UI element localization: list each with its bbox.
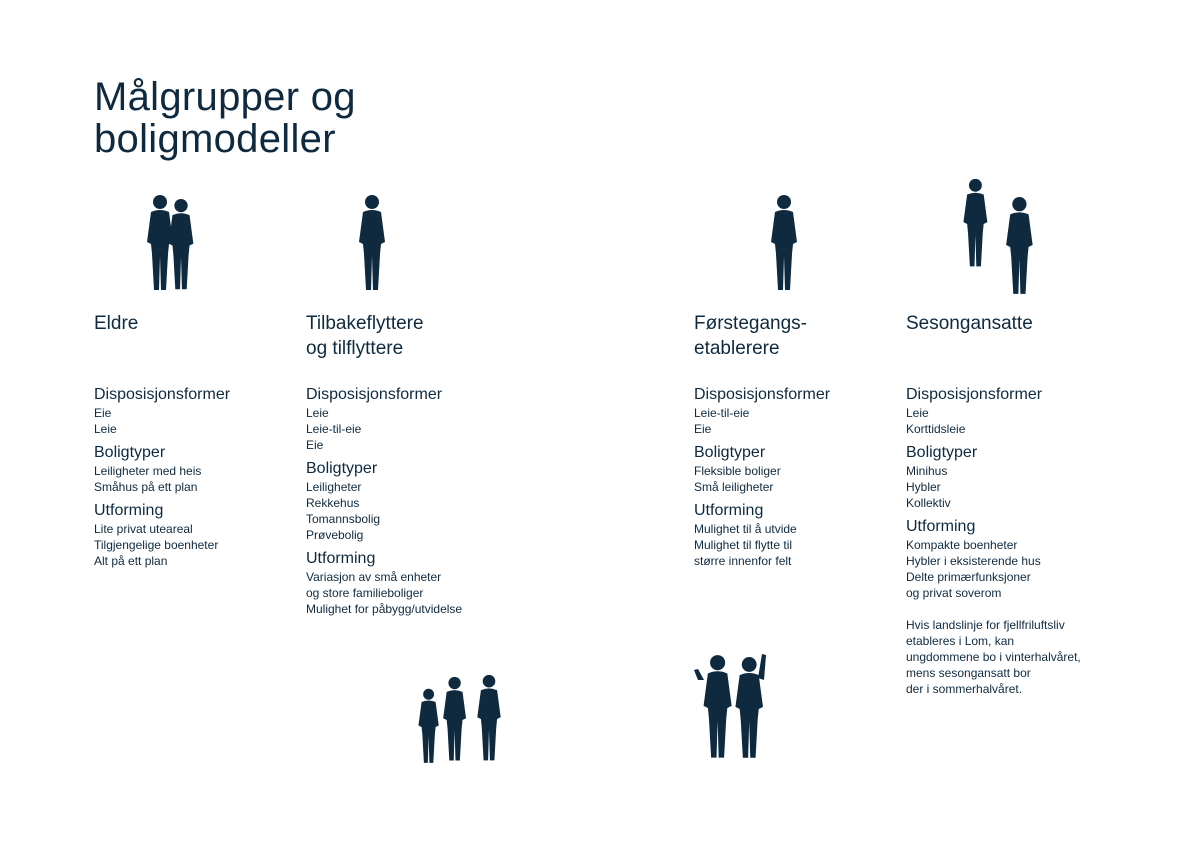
group-title-line: Sesongansatte bbox=[906, 313, 1033, 334]
list-item: Tomannsbolig bbox=[306, 512, 381, 526]
section-disposisjonsformer bbox=[906, 385, 1106, 437]
list-item: Eie bbox=[694, 422, 712, 436]
group-title-line: Tilbakeflyttere bbox=[306, 313, 424, 334]
section-heading: Disposisjonsformer bbox=[906, 386, 1043, 403]
note-text bbox=[906, 617, 1106, 697]
group-title-line: og tilflyttere bbox=[306, 338, 404, 359]
section-heading: Utforming bbox=[694, 502, 764, 519]
list-item: Lite privat uteareal bbox=[94, 522, 193, 536]
list-item: Kollektiv bbox=[906, 496, 951, 510]
young-man-silhouette-icon bbox=[762, 192, 806, 294]
list-item: Mulighet til flytte til bbox=[694, 538, 793, 552]
list-item: Delte primærfunksjoner bbox=[906, 570, 1031, 584]
list-item: Rekkehus bbox=[306, 496, 360, 510]
waving-couple-icon bbox=[692, 650, 774, 764]
list-item: Minihus bbox=[906, 464, 948, 478]
group-title-line: Førstegangs- bbox=[694, 313, 807, 334]
section-boligtyper bbox=[306, 459, 506, 543]
page-title bbox=[94, 76, 356, 160]
group-sesongansatte bbox=[906, 311, 1106, 697]
section-heading: Utforming bbox=[94, 502, 164, 519]
section-boligtyper bbox=[694, 443, 894, 495]
group-title bbox=[694, 311, 894, 361]
list-item: Eie bbox=[94, 406, 112, 420]
list-item: Leie bbox=[306, 406, 329, 420]
list-item: og store familieboliger bbox=[306, 586, 424, 600]
list-item: Mulighet til å utvide bbox=[694, 522, 797, 536]
list-item: Småhus på ett plan bbox=[94, 480, 198, 494]
seasonal-workers-icon bbox=[955, 176, 1045, 298]
list-item: Små leiligheter bbox=[694, 480, 774, 494]
family-silhouette-icon bbox=[413, 672, 513, 764]
section-disposisjonsformer bbox=[94, 385, 294, 437]
list-item: Hybler i eksisterende hus bbox=[906, 554, 1041, 568]
list-item: Kompakte boenheter bbox=[906, 538, 1018, 552]
elderly-couple-icon bbox=[140, 192, 204, 296]
list-item: Fleksible boliger bbox=[694, 464, 781, 478]
woman-silhouette-icon bbox=[350, 192, 394, 294]
group-eldre bbox=[94, 311, 294, 575]
page-title-line-2: boligmodeller bbox=[94, 117, 336, 161]
section-heading: Boligtyper bbox=[906, 444, 978, 461]
group-tilbakeflyttere bbox=[306, 311, 506, 623]
list-item: Korttidsleie bbox=[906, 422, 966, 436]
list-item: Prøvebolig bbox=[306, 528, 364, 542]
section-heading: Utforming bbox=[906, 518, 976, 535]
list-item: Eie bbox=[306, 438, 324, 452]
list-item: Tilgjengelige boenheter bbox=[94, 538, 219, 552]
section-heading: Boligtyper bbox=[694, 444, 766, 461]
list-item: Leie-til-eie bbox=[306, 422, 362, 436]
page-title-line-1: Målgrupper og bbox=[94, 75, 356, 119]
section-heading: Boligtyper bbox=[94, 444, 166, 461]
list-item: Mulighet for påbygg/utvidelse bbox=[306, 602, 463, 616]
list-item: større innenfor felt bbox=[694, 554, 792, 568]
section-disposisjonsformer bbox=[694, 385, 894, 437]
note-line: Hvis landslinje for fjellfriluftsliv bbox=[906, 618, 1065, 632]
list-item: Leie bbox=[906, 406, 929, 420]
section-boligtyper bbox=[906, 443, 1106, 511]
section-heading: Disposisjonsformer bbox=[94, 386, 231, 403]
list-item: Leie bbox=[94, 422, 117, 436]
section-heading: Disposisjonsformer bbox=[306, 386, 443, 403]
list-item: Variasjon av små enheter bbox=[306, 570, 442, 584]
section-utforming bbox=[906, 517, 1106, 601]
note-line: ungdommene bo i vinterhalvåret, bbox=[906, 650, 1081, 664]
list-item: og privat soverom bbox=[906, 586, 1002, 600]
note-line: etableres i Lom, kan bbox=[906, 634, 1015, 648]
list-item: Hybler bbox=[906, 480, 941, 494]
section-heading: Disposisjonsformer bbox=[694, 386, 831, 403]
note-line: der i sommerhalvåret. bbox=[906, 682, 1023, 696]
group-title bbox=[906, 311, 1106, 361]
section-disposisjonsformer bbox=[306, 385, 506, 453]
group-title bbox=[306, 311, 506, 361]
group-title-line: etablerere bbox=[694, 338, 780, 359]
note-line: mens sesongansatt bor bbox=[906, 666, 1031, 680]
section-heading: Boligtyper bbox=[306, 460, 378, 477]
group-forstegangsetablerere bbox=[694, 311, 894, 575]
section-utforming bbox=[94, 501, 294, 569]
section-utforming bbox=[306, 549, 506, 617]
group-title-line: Eldre bbox=[94, 313, 139, 334]
list-item: Alt på ett plan bbox=[94, 554, 168, 568]
section-heading: Utforming bbox=[306, 550, 376, 567]
section-boligtyper bbox=[94, 443, 294, 495]
list-item: Leiligheter bbox=[306, 480, 362, 494]
list-item: Leie-til-eie bbox=[694, 406, 750, 420]
section-utforming bbox=[694, 501, 894, 569]
group-title bbox=[94, 311, 294, 361]
list-item: Leiligheter med heis bbox=[94, 464, 202, 478]
